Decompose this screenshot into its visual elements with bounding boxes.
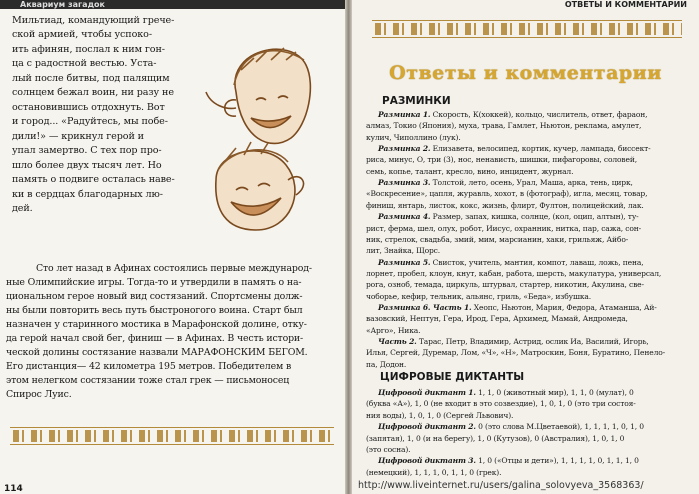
answer-label: Цифровой диктант 2. <box>378 422 476 432</box>
text-line: да герой начал свой бег, финиш — в Афинах. В честь истори- <box>6 333 304 344</box>
answer-text: вазовский, Нептун, Гера, Ирод, Гера, Архимед, Мамай, Андромеда, <box>366 314 628 324</box>
ornament-border <box>372 23 682 35</box>
ornament-line <box>372 20 682 21</box>
answer-label: Цифровой диктант 3. <box>378 456 476 466</box>
answer-text: 1, 1, 0 (животный мир), 1, 1, 0 (мулат), 0 <box>475 388 634 397</box>
answer-text: семь, копье, талант, кресло, вино, инцидент, журнал. <box>366 166 574 176</box>
answer-text: Хеопс, Ньютон, Мария, Федора, Атаманша, Ай- <box>471 302 657 312</box>
text-line: дей. <box>12 203 33 214</box>
answer-line <box>378 211 639 222</box>
answer-text: Толстой, лето, осень, Урал, Маша, арка, тень, цирк, <box>430 178 633 188</box>
answer-text: рист, ферма, шел, олух, робот, Иисус, охранник, нитка, пар, сажа, сон- <box>366 223 642 233</box>
text-line: Мильтиад, командующий грече- <box>12 15 175 26</box>
answer-line <box>366 279 644 290</box>
answer-text: (это сосна). <box>366 445 411 454</box>
text-line: Сто лет назад в Афинах состоялись первые международ- <box>36 263 312 274</box>
text-line: ческой долины состязание назвали МАРАФОНСКИМ БЕГОМ. <box>6 347 308 358</box>
text-line: ской армией, чтобы успоко- <box>12 29 152 40</box>
text-line: ные Олимпийские игры. Тогда-то и утвердили в память о на- <box>6 277 302 288</box>
answer-text: (немецкий), 1, 1, 1, 0, 1, 1, 0 (грек). <box>366 467 502 477</box>
answer-text: Скорость, К(хоккей), кольцо, числитель, ответ, фараон, <box>430 110 648 119</box>
answer-line <box>366 433 624 444</box>
answer-label: Разминка 2. <box>378 144 431 154</box>
text-line: Спирос Луис. <box>6 389 72 400</box>
answer-text: алмаз, Токио (Япония), муха, трава, Гамлет, Ньютон, реклама, амулет, <box>366 121 642 131</box>
answer-text: лит, Знайка, Щорс. <box>366 246 440 256</box>
answer-line <box>366 291 591 302</box>
answer-line <box>366 444 410 455</box>
answer-label: Разминка 4. <box>378 212 431 222</box>
answer-line <box>378 455 639 466</box>
text-line: остановившись отдохнуть. Вот <box>12 102 165 113</box>
boy-head-bottom <box>216 142 304 230</box>
answer-line <box>366 188 647 199</box>
answer-text: Тарас, Петр, Владимир, Астрид, ослик Иа, Василий, Игорь, <box>416 337 649 346</box>
answer-text: рога, озноб, темада, циркуль, штурвал, стартер, никотин, Акулина, све- <box>366 280 644 290</box>
text-line: память о подвиге осталась наве- <box>12 174 175 185</box>
text-line: и город... «Радуйтесь, мы побе- <box>12 116 168 127</box>
page-title: Ответы и комментарии <box>389 62 662 84</box>
text-line: назначен у старинного мостика в Марафонской долине, отку- <box>6 319 307 330</box>
answer-label: Цифровой диктант 1. <box>378 388 476 397</box>
answer-line <box>378 143 651 154</box>
answer-text: «Воскресение», цапля, журавль, хохот, в (фотограф), игла, месяц, товар, <box>366 189 648 199</box>
answer-line <box>366 200 644 211</box>
text-line: этом нелегком состязании тоже стал грек — письмоносец <box>6 375 290 386</box>
boys-illustration <box>196 30 345 260</box>
answer-line <box>366 268 661 279</box>
answer-line <box>378 109 647 120</box>
boy-head-top <box>206 48 310 143</box>
answer-line <box>366 359 406 370</box>
answer-text: Илья, Сергей, Дуремар, Лом, «Ч», «Н», Матроскин, Боня, Буратино, Пенело- <box>366 348 666 358</box>
answer-line <box>378 387 634 398</box>
text-line: шло более двух тысяч лет. Но <box>12 160 162 171</box>
answer-line <box>366 234 628 245</box>
text-line: упал замертво. С тех пор про- <box>12 145 162 156</box>
answer-line <box>366 154 637 165</box>
answer-text: «Арго», Ника. <box>366 325 421 335</box>
answer-text: риса, минус, О, три (3), нос, ненависть, шишки, пифагоровы, соловей, <box>366 155 637 165</box>
answer-label: Разминка 6. Часть 1. <box>378 302 472 312</box>
answer-text: Елизавета, велосипед, кортик, кучер, лампада, биссект- <box>430 144 651 154</box>
answer-line <box>366 398 636 409</box>
answer-line <box>366 166 573 177</box>
answer-line <box>378 421 644 432</box>
text-line: ца с радостной вестью. Уста- <box>12 58 157 69</box>
answer-text: Размер, запах, кишка, солнце, (кол, оцип, алтын), ту- <box>430 212 639 222</box>
answer-text: финиш, янтарь, листок, кокс, жизнь, флирт, Фултон, полицейский, лак. <box>366 200 644 210</box>
page-number: 114 <box>4 484 23 494</box>
answer-line <box>378 302 657 313</box>
answer-line <box>378 257 643 268</box>
answer-line <box>366 132 461 143</box>
right-page <box>352 0 699 494</box>
text-line: лый после битвы, под палящим <box>12 73 170 84</box>
book-gutter <box>345 0 352 494</box>
answer-line <box>366 347 665 358</box>
answer-text: лорнет, пробел, клоун, кнут, кабан, работа, шерсть, макулатура, универсал, <box>366 268 662 278</box>
answer-line <box>366 120 641 131</box>
answer-text: Свисток, учитель, мантия, компот, лаваш, ложь, пена, <box>430 257 644 267</box>
section-heading-diktanty: ЦИФРОВЫЕ ДИКТАНТЫ <box>380 371 525 383</box>
answer-label: Разминка 5. <box>378 257 431 267</box>
answer-text: 0 (это слова М.Цветаевой), 1, 1, 1, 1, 0, 1, 0 <box>475 422 644 432</box>
text-line: циональном герое новый вид состязаний. Спортсмены долж- <box>6 291 303 302</box>
answer-text: ния воды), 1, 0, 1, 0 (Сергей Львович). <box>366 410 514 420</box>
right-running-header: ОТВЕТЫ И КОММЕНТАРИИ <box>564 0 687 9</box>
answer-text: (буква «А»), 1, 0 (не входит в это созвездие), 1, 0, 1, 0 (это три состоя- <box>366 399 636 409</box>
answer-line <box>378 336 649 347</box>
answer-text: чоборье, кефир, тельник, альянс, гриль, «Беда», избушка. <box>366 291 591 301</box>
answer-line <box>366 467 501 478</box>
answer-text: па, Додон. <box>366 359 407 369</box>
answer-text: (запятая), 1, 0 (и на берегу), 1, 0 (Кутузов), 0 (Австралия), 1, 0, 1, 0 <box>366 433 625 443</box>
answer-text: 1, 0 («Отцы и дети»), 1, 1, 1, 1, 0, 1, 1, 1, 0 <box>475 456 639 466</box>
answer-line <box>366 325 420 336</box>
answer-text: ник, стрелок, свадьба, змий, мим, марсианин, хаки, грильяж, Айбо- <box>366 234 629 244</box>
ornament-line <box>10 427 334 428</box>
watermark-url: http://www.liveinternet.ru/users/galina_solovyeva_3568363/ <box>358 480 644 491</box>
left-page <box>0 0 345 494</box>
ornament-line <box>372 37 682 38</box>
answer-line <box>378 177 633 188</box>
text-line: Его дистанция— 42 километра 195 метров. Победителем в <box>6 361 292 372</box>
ornament-border <box>10 430 334 442</box>
text-line: дили!» — крикнул герой и <box>12 131 144 142</box>
section-heading-razminki: РАЗМИНКИ <box>382 95 451 107</box>
answer-text: кулич, Чиполлино (лук). <box>366 132 461 142</box>
answer-label: Разминка 3. <box>378 178 431 188</box>
text-line: ны были повторить весь путь быстроногого воина. Старт был <box>6 305 303 316</box>
answer-label: Часть 2. <box>378 337 417 346</box>
left-running-header: Аквариум загадок <box>0 0 345 9</box>
text-line: ки в сердцах благодарных лю- <box>12 189 163 200</box>
answer-line <box>366 223 641 234</box>
answer-line <box>366 245 440 256</box>
answer-line <box>366 313 628 324</box>
answer-label: Разминка 1. <box>378 110 431 119</box>
text-line: ить афинян, послал к ним гон- <box>12 44 165 55</box>
answer-line <box>366 410 513 421</box>
text-line: солнцем бежал воин, ни разу не <box>12 87 174 98</box>
ornament-line <box>10 444 334 445</box>
